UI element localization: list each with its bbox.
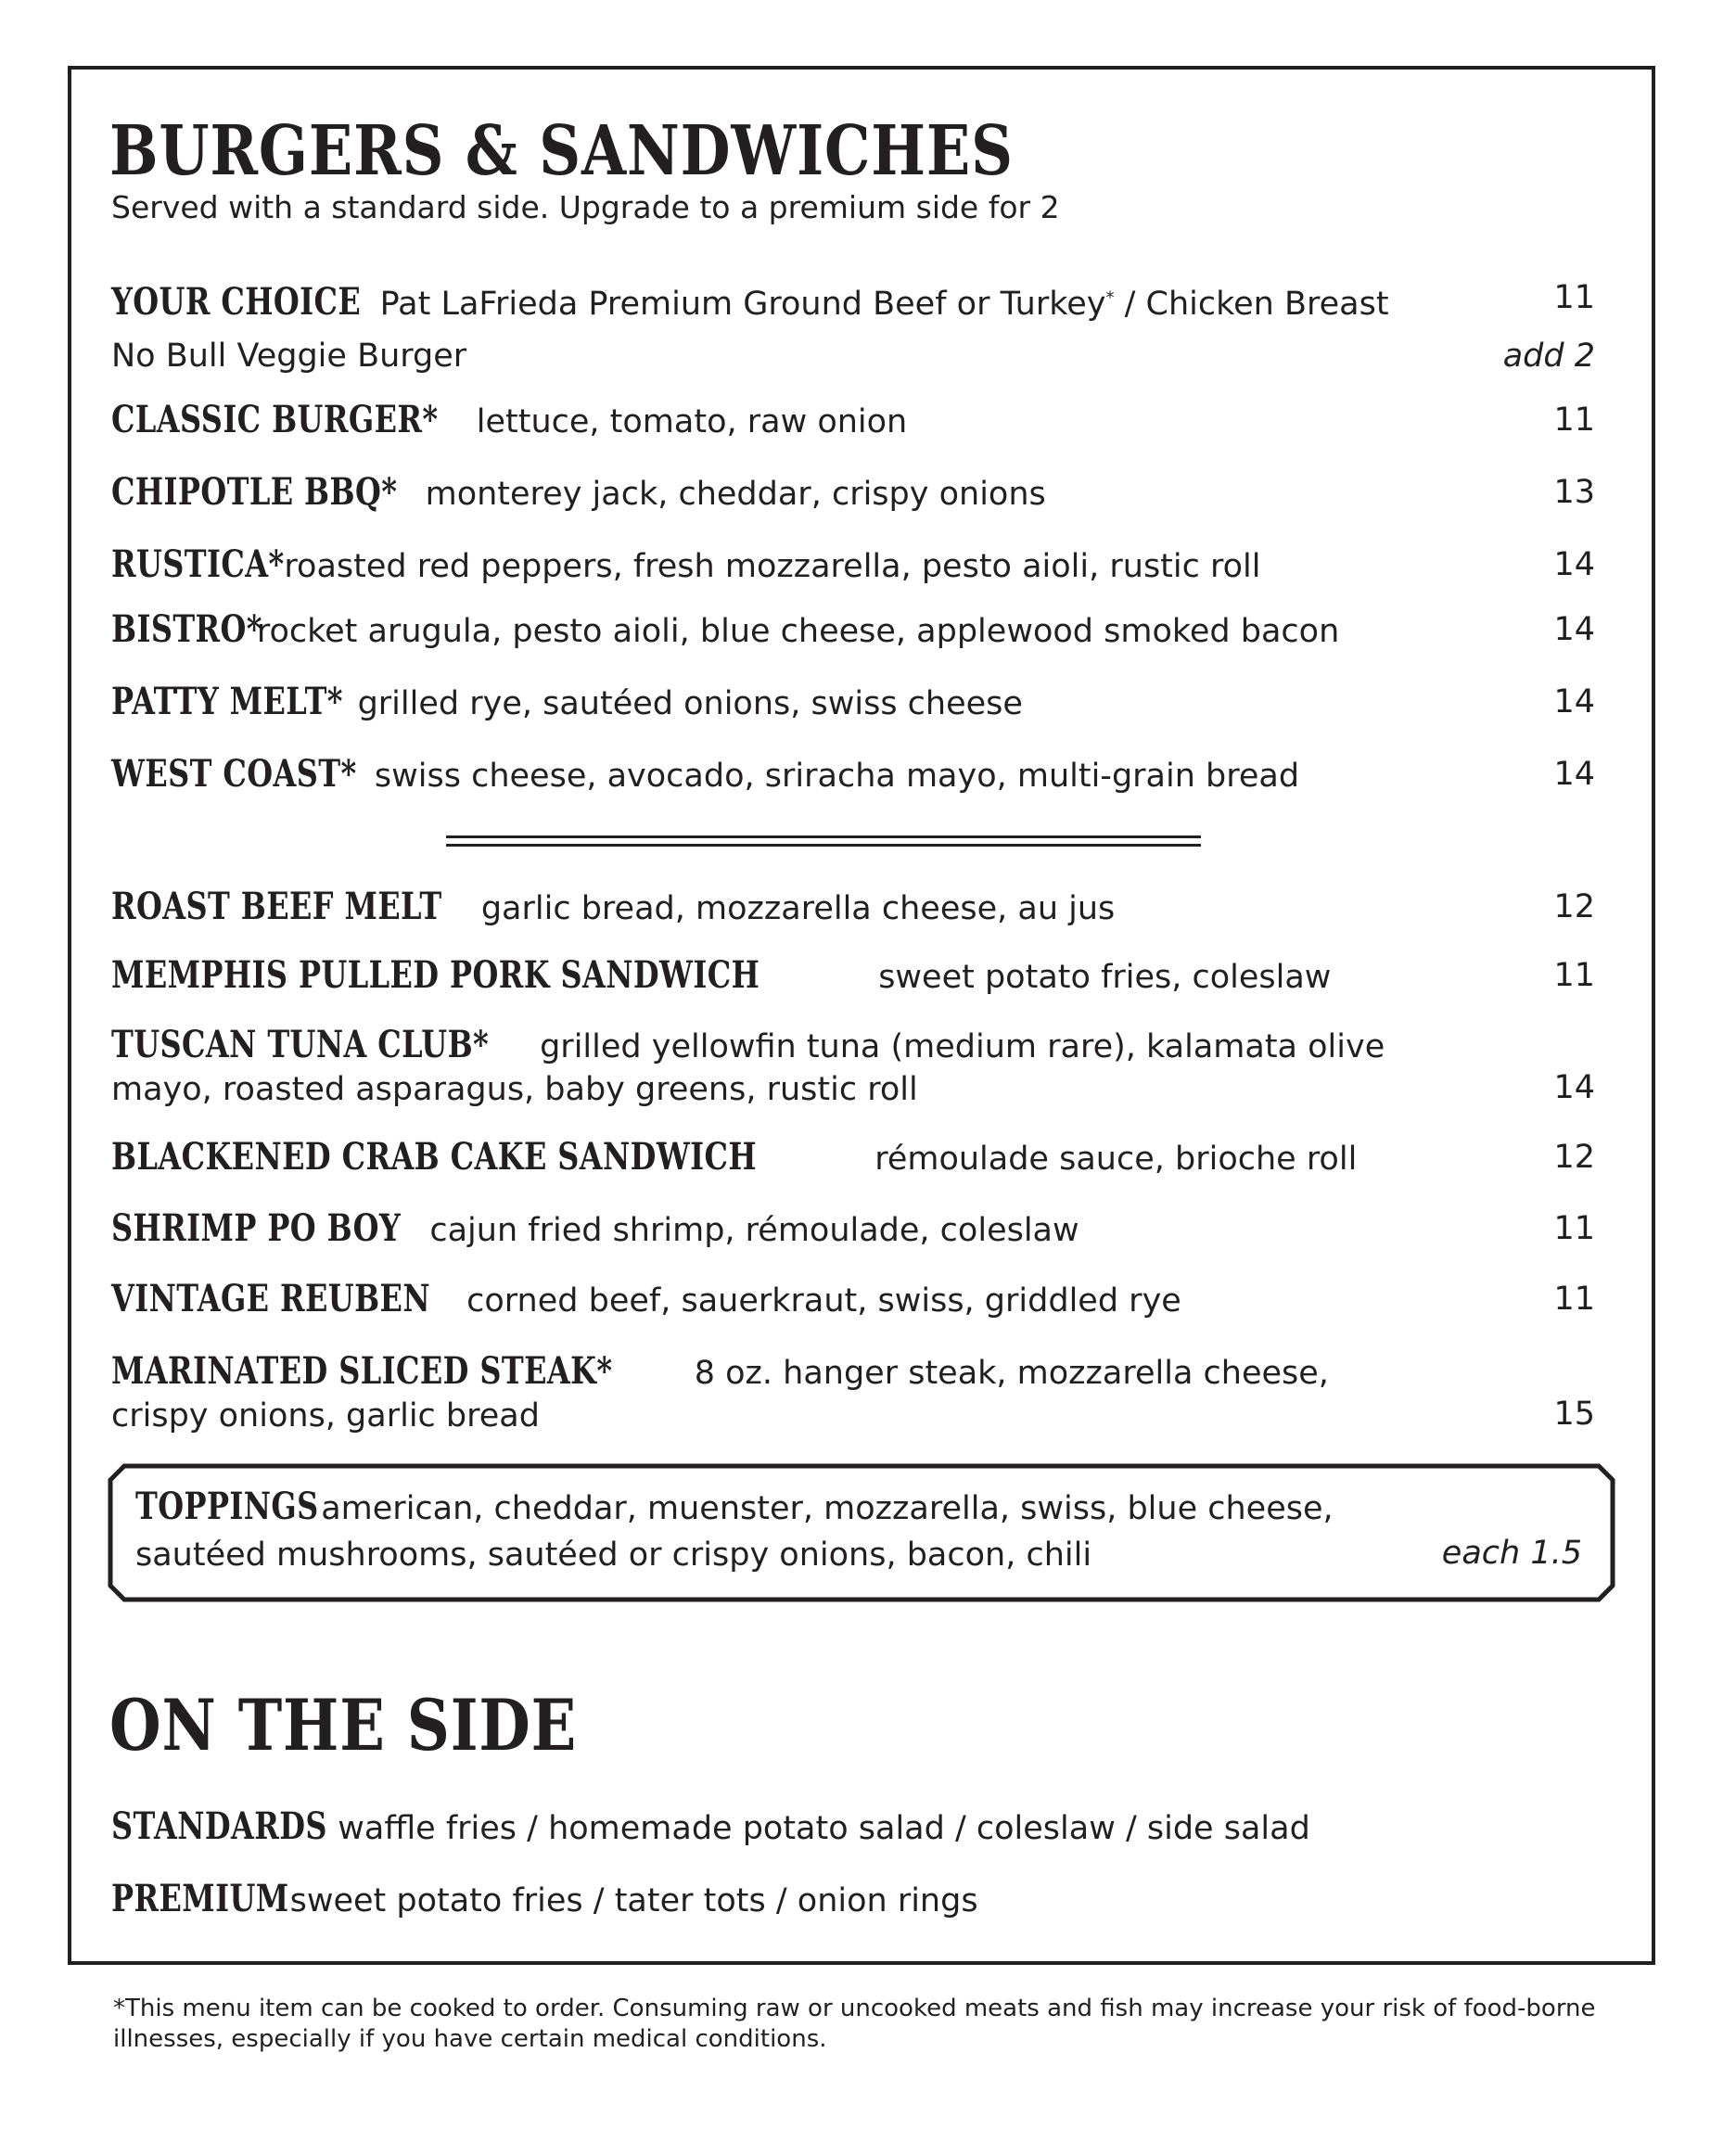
side-category-name: STANDARDS [111,1804,327,1848]
menu-item-your-choice [111,276,1595,325]
menu-item-price: 12 [1553,1139,1595,1176]
menu-item [111,954,1595,999]
menu-item-description: rémoulade sauce, brioche roll [874,1141,1358,1178]
side-category-description: sweet potato fries / tater tots / onion rings [289,1882,978,1919]
section-divider [446,835,1201,847]
menu-item-price: 11 [1553,1210,1595,1247]
menu-item-name: BLACKENED CRAB CAKE SANDWICH [111,1135,758,1179]
menu-item-description: cajun fried shrimp, rémoulade, coleslaw [429,1212,1079,1249]
menu-item [111,886,1595,930]
menu-item-name: TUSCAN TUNA CLUB* [111,1023,490,1066]
menu-item-description: corned beef, sauerkraut, swiss, griddled rye [466,1282,1181,1320]
menu-item-price: 14 [1553,756,1595,793]
menu-item-price: 14 [1553,611,1595,648]
burgers-section-subtitle: Served with a standard side. Upgrade to a premium side for 2 [111,189,1060,225]
menu-item [111,543,1595,588]
side-section-title: ON THE SIDE [109,1684,578,1766]
veggie-burger-price: add 2 [1502,338,1595,375]
asterisk-mark: * [1105,287,1115,307]
menu-item-description: 8 oz. hanger steak, mozzarella cheese, [694,1355,1329,1392]
side-category-description: waffle fries / homemade potato salad / coleslaw / side salad [338,1810,1310,1847]
menu-item-description: Pat LaFrieda Premium Ground Beef or Turkey [379,285,1106,323]
menu-item-description-line2: mayo, roasted asparagus, baby greens, rustic roll [111,1071,918,1108]
menu-item [111,399,1595,443]
menu-item-name: RUSTICA* [111,542,285,586]
menu-item-veggie-option [111,335,1595,377]
menu-item-description-rest: / Chicken Breast [1114,285,1389,323]
menu-item [111,1350,1595,1437]
veggie-burger-label: No Bull Veggie Burger [111,338,467,375]
menu-item-description: garlic bread, mozzarella cheese, au jus [480,890,1116,927]
menu-item-description: grilled rye, sautéed onions, swiss cheese [357,685,1023,722]
toppings-description-line2: sautéed mushrooms, sautéed or crispy onions, bacon, chili [135,1536,1092,1574]
menu-item [111,471,1595,516]
menu-item-description-line2: crispy onions, garlic bread [111,1397,540,1434]
toppings-box [108,1463,1615,1602]
menu-item-name: CLASSIC BURGER* [111,398,439,441]
menu-item [111,753,1595,797]
footnote: *This menu item can be cooked to order. Consuming raw or uncooked meats and fish may increase your risk of food-borne illnesses, especially if you have certain medical conditions. [113,1995,1596,2053]
menu-item [111,1207,1595,1252]
menu-item-price: 14 [1553,683,1595,720]
side-premium [111,1878,1595,1922]
menu-item-name: MARINATED SLICED STEAK* [111,1349,613,1393]
menu-item-name: PATTY MELT* [111,680,343,723]
menu-item-description: sweet potato fries, coleslaw [878,959,1332,996]
menu-item [111,681,1595,725]
menu-item-price: 11 [1553,279,1595,316]
menu-item-name: ROAST BEEF MELT [111,885,442,928]
menu-item-name: MEMPHIS PULLED PORK SANDWICH [111,953,760,997]
menu-item [111,1278,1595,1322]
menu-item-description: lettuce, tomato, raw onion [476,403,908,440]
menu-item-name: VINTAGE REUBEN [111,1277,430,1320]
toppings-label: TOPPINGS [135,1485,319,1528]
toppings-price: each 1.5 [1441,1535,1582,1572]
menu-item-price: 14 [1553,1069,1595,1106]
burgers-section-title: BURGERS & SANDWICHES [109,111,1014,191]
menu-item-description: grilled yellowfin tuna (medium rare), kalamata olive [540,1028,1385,1065]
side-category-name: PREMIUM [111,1877,289,1920]
menu-item-description: swiss cheese, avocado, sriracha mayo, multi-grain bread [374,758,1300,795]
side-standards [111,1805,1595,1850]
menu-item-name: YOUR CHOICE [111,279,362,324]
menu-item-price: 13 [1553,474,1595,511]
menu-item-description: rocket arugula, pesto aioli, blue cheese, applewood smoked bacon [256,613,1340,650]
menu-item-name: BISTRO* [111,607,262,651]
toppings-description: american, cheddar, muenster, mozzarella, swiss, blue cheese, [321,1490,1334,1527]
menu-item-name: WEST COAST* [111,752,357,796]
menu-item-price: 12 [1553,888,1595,925]
menu-item-name: CHIPOTLE BBQ* [111,470,398,514]
menu-item [111,1136,1595,1180]
menu-item-price: 11 [1553,957,1595,994]
toppings-content [135,1484,1582,1578]
menu-item-description: roasted red peppers, fresh mozzarella, pesto aioli, rustic roll [284,548,1261,585]
menu-item [111,608,1595,653]
menu-item [111,1024,1595,1111]
menu-item-price: 14 [1553,546,1595,583]
menu-item-price: 15 [1553,1396,1595,1433]
menu-item-price: 11 [1553,1281,1595,1318]
menu-item-name: SHRIMP PO BOY [111,1206,402,1250]
menu-item-description: monterey jack, cheddar, crispy onions [425,476,1046,513]
menu-item-price: 11 [1553,402,1595,439]
